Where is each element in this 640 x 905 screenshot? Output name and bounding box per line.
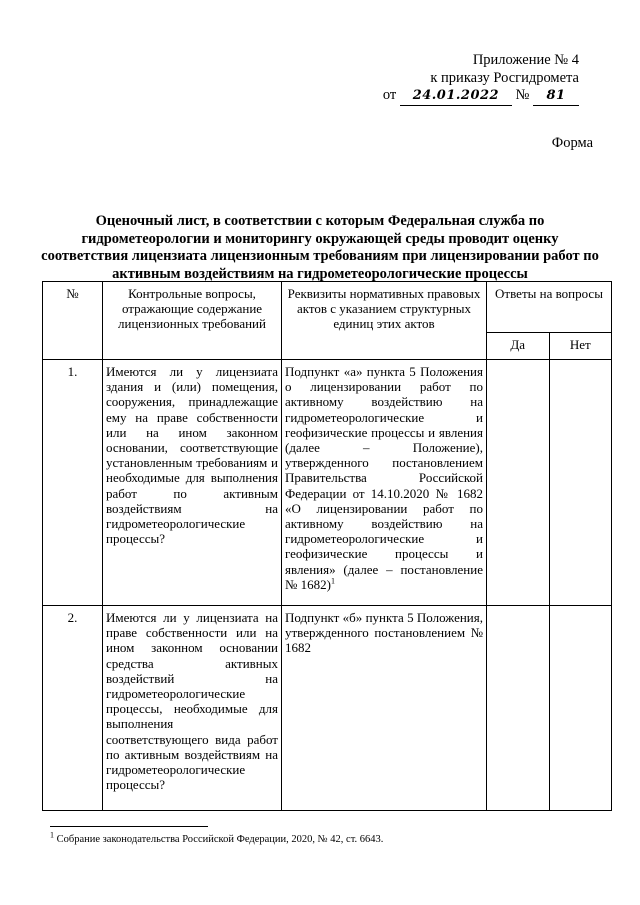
row-number: 1. xyxy=(43,360,103,606)
form-label: Форма xyxy=(551,135,593,151)
row-answer-no xyxy=(549,606,612,811)
table-header-row xyxy=(43,282,612,333)
appendix-date-row xyxy=(0,87,579,107)
row-answer-yes xyxy=(487,360,550,606)
footnote-mark: 1 xyxy=(50,830,54,840)
row-requisites: Подпункт «б» пункта 5 Положения, утвержденного постановлением № 1682 xyxy=(282,606,487,811)
document-title: Оценочный лист, в соответствии с которым Федеральная служба по гидрометеорологии и мониторингу окружающей среды проводит оценку соответствия лицензиата лицензионным требованиям при лицензировании работ по активным воздействиям на гидрометеорологические процессы xyxy=(41,213,599,282)
header-question: Контрольные вопросы, отражающие содержание лицензионных требований xyxy=(103,282,282,360)
table-row xyxy=(43,360,612,606)
footnote xyxy=(50,830,610,846)
row-requisites xyxy=(282,360,487,606)
date-prefix: от xyxy=(382,87,397,103)
number-prefix: № xyxy=(515,87,530,103)
row-answer-no xyxy=(549,360,612,606)
header-num: № xyxy=(43,282,103,360)
handwritten-date: 24.01.2022 xyxy=(400,87,512,106)
row-number: 2. xyxy=(43,606,103,811)
table-row xyxy=(43,606,612,811)
evaluation-table xyxy=(42,281,612,811)
appendix-block xyxy=(0,52,579,107)
appendix-line-2: к приказу Росгидромета xyxy=(430,69,579,86)
header-no: Нет xyxy=(549,333,612,360)
header-yes: Да xyxy=(487,333,550,360)
footnote-text: Собрание законодательства Российской Федерации, 2020, № 42, ст. 6643. xyxy=(56,834,384,845)
row-requisites-text: Подпункт «а» пункта 5 Положения о лицензировании работ по активному воздействию на гидрометеорологические и геофизические процессы и явления (далее – Положение), утвержденного постановлением Правительства Российской Федерации от 14.10.2020 № 1682 «О лицензировании работ по активному воздействию на гидрометеорологические и геофизические процессы и явления» (далее – постановление № 1682) xyxy=(285,364,483,592)
handwritten-number: 81 xyxy=(533,87,579,106)
header-answers: Ответы на вопросы xyxy=(487,282,612,333)
row-question: Имеются ли у лицензиата на праве собственности или на ином законном основании средства активных воздействий на гидрометеорологические процессы, необходимые для выполнения соответствующего вида работ по активным воздействиям на гидрометеорологические процессы? xyxy=(103,606,282,811)
footnote-ref: 1 xyxy=(330,576,335,586)
header-requisites: Реквизиты нормативных правовых актов с указанием структурных единиц этих актов xyxy=(282,282,487,360)
row-question: Имеются ли у лицензиата здания и (или) помещения, сооружения, принадлежащие ему на праве собственности или на ином законном основании, соответствующие установленным требованиям и необходимые для выполнения работ по активным воздействиям на гидрометеорологические процессы? xyxy=(103,360,282,606)
appendix-line-1: Приложение № 4 xyxy=(472,52,579,68)
row-answer-yes xyxy=(487,606,550,811)
footnote-separator xyxy=(50,826,208,827)
